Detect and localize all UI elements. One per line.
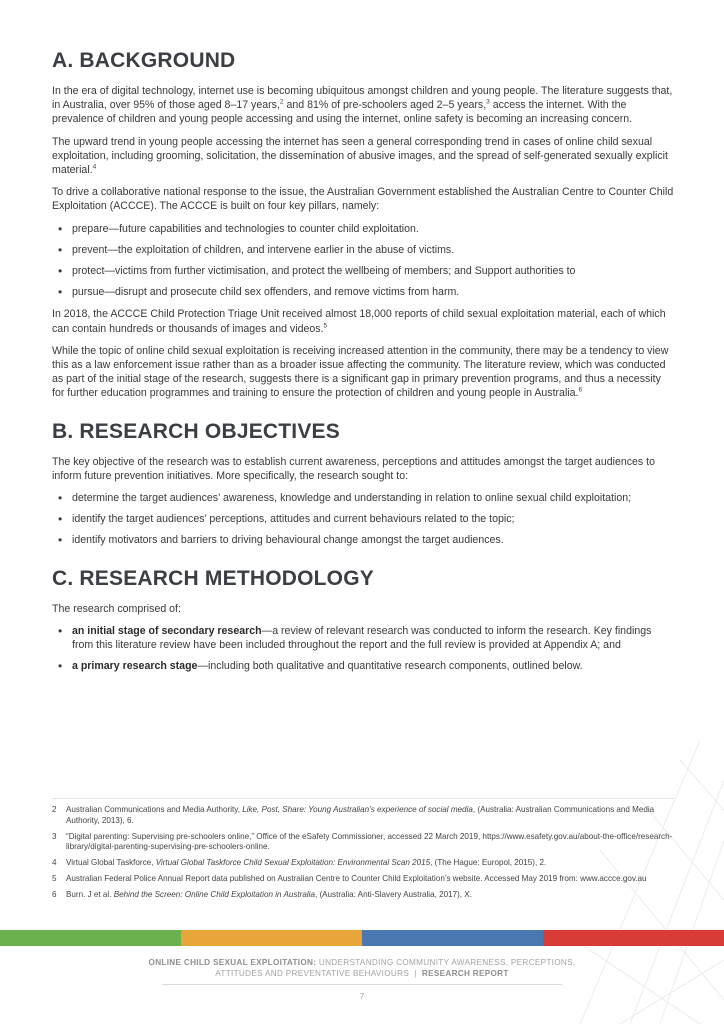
- footnote-ref[interactable]: 5: [323, 322, 328, 330]
- text: In the era of digital technology, internet use is becoming ubiquitous amongst children and young people. The literature suggests that, in Australia, over 95% of those aged 8–17 years,: [52, 85, 673, 112]
- text: Australian Communications and Media Authority,: [66, 805, 243, 814]
- citation-title: Like, Post, Share: Young Australian’s experience of social media: [242, 805, 473, 814]
- footnote-number: 6: [52, 889, 57, 899]
- methodology-paragraph: The research comprised of:: [52, 602, 181, 615]
- footer-title-bold: ONLINE CHILD SEXUAL EXPLOITATION:: [148, 958, 317, 967]
- footer-separator: |: [414, 968, 417, 978]
- background-paragraph-5: [52, 344, 674, 401]
- section-heading-objectives: B. RESEARCH OBJECTIVES: [52, 419, 340, 443]
- text[interactable]: Australian Federal Police Annual Report data published on Australian Centre to Counter Child Exploitation’s website. Accessed May 2019 from: www.accce.gov.au: [66, 873, 647, 883]
- footnote-text: [66, 890, 674, 901]
- text: Virtual Global Taskforce,: [66, 858, 156, 868]
- color-band-orange: [181, 930, 362, 946]
- footer-line-2: [0, 969, 724, 980]
- section-heading-methodology: C. RESEARCH METHODOLOGY: [52, 566, 374, 590]
- background-paragraph-1: [52, 84, 674, 127]
- text: , (The Hague: Europol, 2015), 2.: [430, 858, 547, 868]
- section-background: [52, 48, 674, 401]
- footnote-ref[interactable]: 6: [578, 386, 583, 394]
- text[interactable]: “Digital parenting: Supervising pre-schoolers online,” Office of the eSafety Commissioner, accessed 22 March 2019, https://www.esafety.gov.au/about-the-office/research-library/digital-parenting-supervising-pre-schoolers-online.: [66, 831, 673, 852]
- footnote: [52, 805, 674, 827]
- list-item-text: —including both qualitative and quantitative research components, outlined below.: [197, 660, 583, 673]
- background-paragraph-2: [52, 135, 674, 178]
- list-item: • determine the target audiences’ awareness, knowledge and understanding in relation to online sexual child exploitation;: [52, 491, 674, 505]
- text: access the internet. With the prevalence of children and young people accessing and using the internet, online safety is becoming an increasing concern.: [52, 99, 633, 126]
- section-methodology: [52, 566, 674, 674]
- footnote-number: 2: [52, 805, 57, 814]
- list-item: • identify motivators and barriers to driving behavioural change amongst the target audiences.: [52, 533, 674, 547]
- color-band-blue: [362, 930, 543, 946]
- section-heading-background: A. BACKGROUND: [52, 49, 236, 72]
- page-content: [52, 48, 674, 681]
- footnote-number: 4: [52, 858, 57, 868]
- footer-subtitle: ATTITUDES AND PREVENTATIVE BEHAVIOURS: [215, 968, 410, 978]
- footnote: [52, 890, 674, 901]
- color-band-red: [543, 930, 724, 946]
- section-objectives: [52, 419, 674, 548]
- list-item: • identify the target audiences’ perceptions, attitudes and current behaviours related to the topic;: [52, 512, 674, 526]
- text: In 2018, the ACCCE Child Protection Triage Unit received almost 18,000 reports of child sexual exploitation material, each of which can contain hundreds or thousands of images and videos.: [52, 308, 666, 335]
- text: , (Australia: Australian Communications and Media Authority, 2013), 6.: [66, 805, 655, 825]
- footnote-text: [66, 858, 674, 869]
- footnote: [52, 874, 674, 885]
- footnote-ref[interactable]: 4: [92, 163, 97, 171]
- footnotes: [52, 798, 674, 906]
- footnote: [52, 832, 674, 854]
- footnote-number: 5: [52, 873, 57, 883]
- footer-line-1: [0, 958, 724, 969]
- background-paragraph-4: [52, 307, 674, 335]
- footer-divider: [162, 984, 562, 985]
- footnote: [52, 858, 674, 869]
- list-item: • prepare—future capabilities and technologies to counter child exploitation.: [52, 222, 674, 236]
- page-number: 7: [359, 991, 365, 1001]
- footnote-text: [66, 805, 674, 827]
- list-item: • protect—victims from further victimisation, and protect the wellbeing of members; and Support authorities to: [52, 264, 674, 278]
- running-footer: [0, 958, 724, 979]
- text: , (Australia: Anti-Slavery Australia, 2017), X.: [314, 889, 472, 899]
- list-item: [52, 659, 674, 673]
- background-paragraph-3: To drive a collaborative national response to the issue, the Australian Government established the Australian Centre to Counter Child Exploitation (ACCCE). The ACCCE is built on four key pillars, namely:: [52, 186, 674, 213]
- list-item: • pursue—disrupt and prosecute child sex offenders, and remove victims from harm.: [52, 285, 674, 299]
- citation-title: Behind the Screen: Online Child Exploitation in Australia: [113, 889, 315, 899]
- list-item-text: —a review of relevant research was conducted to inform the research. Key findings from this literature review have been included throughout the report and the full review is provided at Appendix A; and: [72, 624, 652, 652]
- color-band: [0, 930, 724, 946]
- footnote-ref[interactable]: 3: [486, 98, 490, 106]
- footer-report-label: RESEARCH REPORT: [421, 968, 509, 978]
- list-item: • prevent—the exploitation of children, and intervene earlier in the abuse of victims.: [52, 243, 674, 257]
- text: The upward trend in young people accessing the internet has seen a general corresponding trend in cases of online child sexual exploitation, including grooming, solicitation, the dissemination of abusive images, and the spread of self-generated sexually explicit material.: [52, 135, 668, 177]
- footnote-text: [66, 832, 674, 854]
- pillars-list: [52, 222, 674, 300]
- text: and 81% of pre-schoolers aged 2–5 years,: [283, 99, 487, 112]
- text: Burn. J et al.: [66, 889, 114, 899]
- footnote-ref[interactable]: 2: [279, 98, 284, 106]
- citation-title: Virtual Global Taskforce Child Sexual Exploitation: Environmental Scan 2015: [155, 858, 431, 868]
- text: While the topic of online child sexual exploitation is receiving increased attention in the community, there may be a tendency to view this as a law enforcement issue rather than as a broader issue affecting the community. The literature review, which was conducted as part of the initial stage of the research, suggests there is a significant gap in primary prevention programs, and thus a necessity for further education programmes and training to ensure the protection of children and young people in Australia.: [52, 344, 669, 400]
- list-item: [52, 624, 674, 652]
- objectives-list: [52, 491, 674, 548]
- objectives-paragraph: The key objective of the research was to establish current awareness, perceptions and attitudes amongst the target audiences to inform future prevention initiatives. More specifically, the research sought to:: [52, 455, 656, 482]
- footnote-text: [66, 874, 674, 885]
- methodology-list: [52, 624, 674, 674]
- footnote-number: 3: [52, 831, 57, 841]
- footer-title-rest: UNDERSTANDING COMMUNITY AWARENESS, PERCEPTIONS,: [316, 958, 576, 967]
- list-item-bold: an initial stage of secondary research: [72, 624, 262, 637]
- color-band-green: [0, 930, 181, 946]
- list-item-bold: a primary research stage: [72, 660, 198, 673]
